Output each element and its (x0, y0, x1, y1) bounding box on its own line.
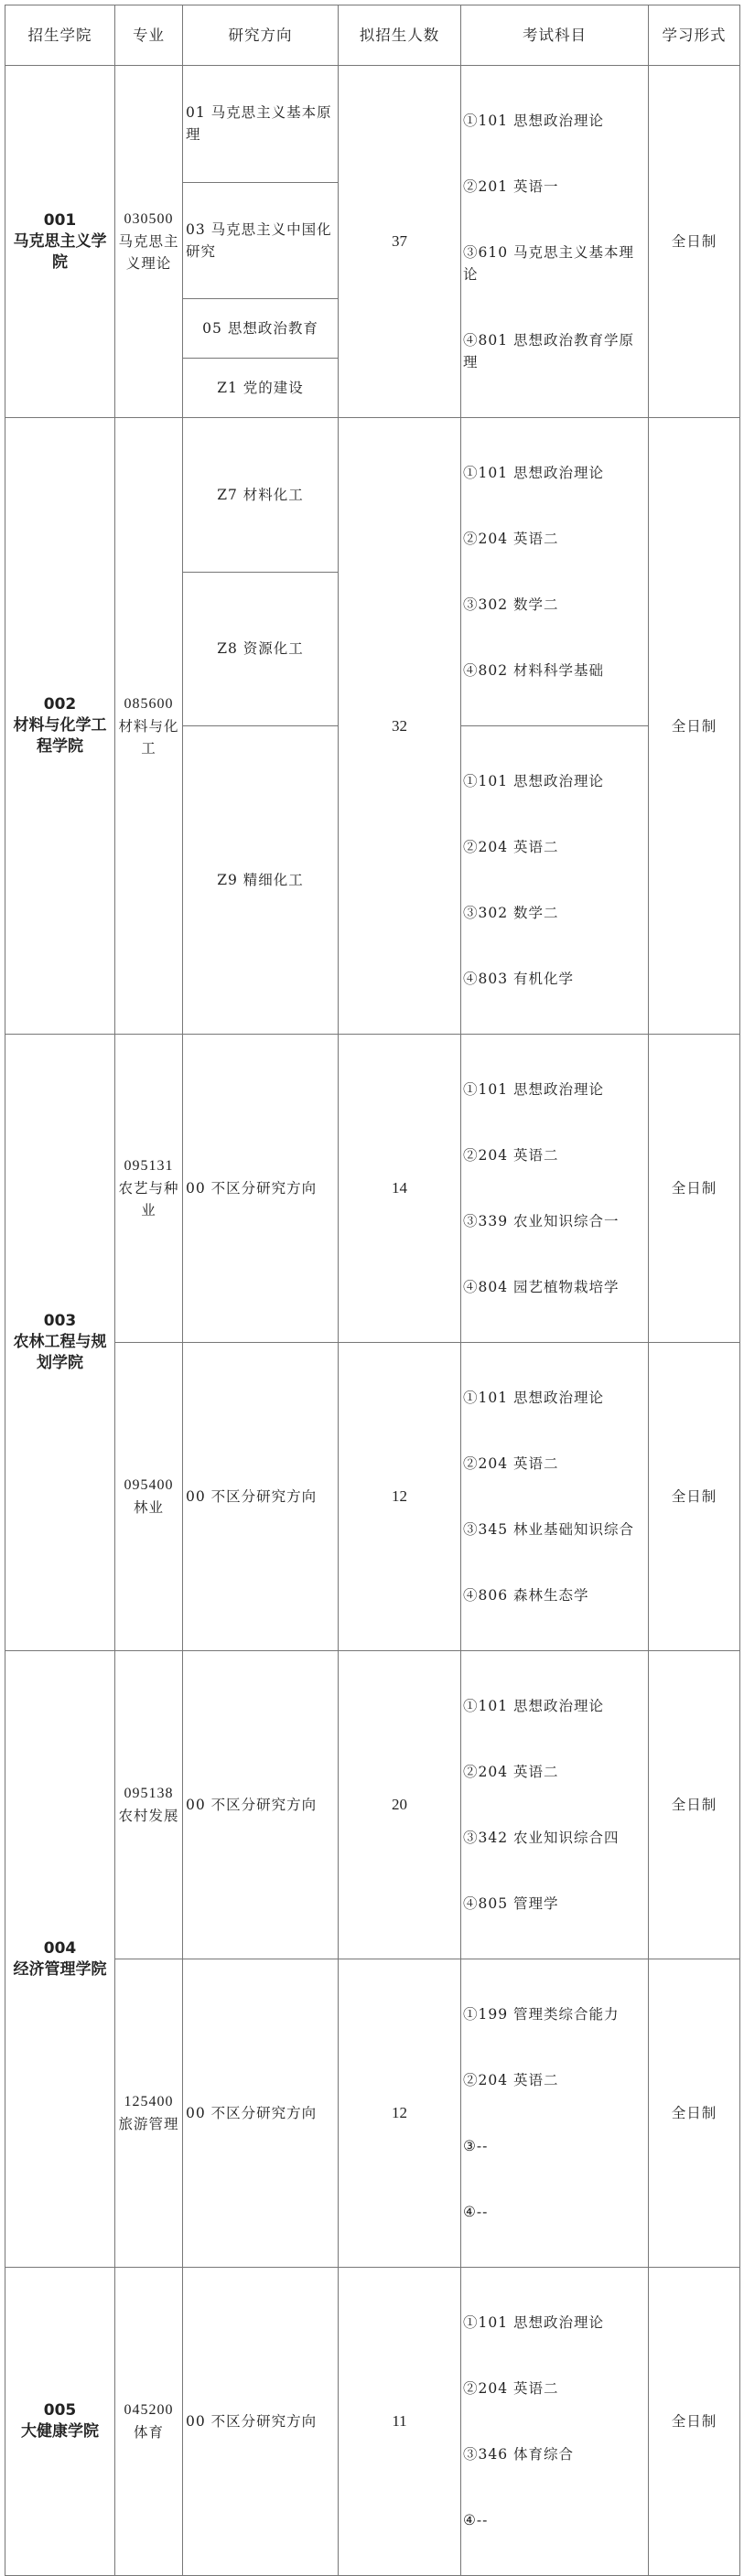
college-name: 经济管理学院 (13, 1959, 107, 1979)
direction-cell: Z9 精细化工 (183, 726, 339, 1035)
subject-item: ④801 思想政治教育学原理 (463, 332, 635, 370)
table-row (5, 1651, 740, 1959)
subjects-cell (461, 1035, 649, 1343)
enrollment-cell: 12 (339, 1343, 461, 1651)
enrollment-cell: 14 (339, 1035, 461, 1343)
college-code: 002 (43, 695, 77, 714)
header-college: 招生学院 (5, 5, 115, 66)
subject-item: ①101 思想政治理论 (463, 113, 605, 129)
college-code: 003 (43, 1312, 77, 1330)
study-mode-cell: 全日制 (649, 1035, 740, 1343)
major-code: 125400 (124, 2094, 174, 2109)
major-name: 体育 (133, 2424, 164, 2441)
subject-item: ③610 马克思主义基本理论 (463, 244, 635, 283)
subjects-cell (461, 2268, 649, 2576)
study-mode-cell: 全日制 (649, 1651, 740, 1959)
subject-item: ③-- (463, 2138, 489, 2154)
table-row (5, 1343, 740, 1651)
major-cell (115, 66, 183, 418)
header-exam-subjects: 考试科目 (461, 5, 649, 66)
major-code: 095400 (124, 1477, 174, 1493)
direction-cell: 03 马克思主义中国化研究 (183, 182, 339, 299)
major-name: 马克思主义理论 (118, 233, 179, 272)
college-name: 马克思主义学院 (13, 231, 107, 272)
college-cell (5, 418, 115, 1035)
table-row (5, 1035, 740, 1343)
table-row (5, 1959, 740, 2268)
study-mode-cell: 全日制 (649, 1343, 740, 1651)
subject-item: ②201 英语一 (463, 178, 559, 195)
study-mode-cell: 全日制 (649, 2268, 740, 2576)
subject-item: ①199 管理类综合能力 (463, 2006, 620, 2023)
major-code: 095138 (124, 1786, 174, 1801)
major-code: 085600 (124, 695, 174, 712)
enrollment-cell: 32 (339, 418, 461, 1035)
enrollment-cell: 37 (339, 66, 461, 418)
direction-cell: Z7 材料化工 (183, 418, 339, 573)
subject-item: ②204 英语二 (463, 1764, 559, 1780)
college-cell (5, 2268, 115, 2576)
study-mode-cell: 全日制 (649, 418, 740, 1035)
college-code: 005 (43, 2401, 77, 2420)
subjects-cell (461, 66, 649, 418)
subject-item: ①101 思想政治理论 (463, 1081, 605, 1098)
header-direction: 研究方向 (183, 5, 339, 66)
college-code: 004 (43, 1938, 77, 1958)
direction-cell: 00 不区分研究方向 (183, 1035, 339, 1343)
major-name: 旅游管理 (118, 2116, 179, 2132)
direction-cell: 05 思想政治教育 (183, 299, 339, 359)
subject-item: ③342 农业知识综合四 (463, 1830, 620, 1846)
college-name: 大健康学院 (21, 2422, 99, 2441)
major-cell (115, 1035, 183, 1343)
major-code: 045200 (124, 2402, 174, 2418)
subject-item: ④805 管理学 (463, 1895, 559, 1912)
admissions-table-container (5, 5, 739, 2528)
major-code: 095131 (124, 1158, 174, 1174)
major-code: 030500 (124, 211, 174, 227)
study-mode-cell: 全日制 (649, 66, 740, 418)
enrollment-cell: 11 (339, 2268, 461, 2576)
subject-item: ②204 英语二 (463, 839, 559, 855)
header-enrollment: 拟招生人数 (339, 5, 461, 66)
subject-item: ④804 园艺植物栽培学 (463, 1279, 620, 1295)
major-cell (115, 2268, 183, 2576)
subject-item: ①101 思想政治理论 (463, 2314, 605, 2331)
subject-item: ②204 英语二 (463, 2380, 559, 2397)
subject-item: ②204 英语二 (463, 1147, 559, 1164)
subjects-cell (461, 418, 649, 726)
college-name: 农林工程与规划学院 (13, 1333, 107, 1372)
college-cell (5, 1035, 115, 1651)
subjects-cell (461, 1651, 649, 1959)
subject-item: ①101 思想政治理论 (463, 773, 605, 789)
direction-cell: Z1 党的建设 (183, 359, 339, 418)
major-cell (115, 1959, 183, 2268)
header-row (5, 5, 740, 66)
direction-cell: 01 马克思主义基本原理 (183, 66, 339, 183)
direction-cell: 00 不区分研究方向 (183, 1651, 339, 1959)
college-name: 材料与化学工程学院 (13, 716, 107, 756)
direction-cell: 00 不区分研究方向 (183, 1343, 339, 1651)
subject-item: ③339 农业知识综合一 (463, 1213, 620, 1229)
subject-item: ②204 英语二 (463, 2072, 559, 2088)
subjects-cell (461, 1959, 649, 2268)
subject-item: ④806 森林生态学 (463, 1587, 589, 1604)
direction-cell: 00 不区分研究方向 (183, 2268, 339, 2576)
study-mode-cell: 全日制 (649, 1959, 740, 2268)
direction-cell: 00 不区分研究方向 (183, 1959, 339, 2268)
major-cell (115, 1651, 183, 1959)
subjects-cell (461, 1343, 649, 1651)
subject-item: ③346 体育综合 (463, 2446, 575, 2463)
table-row (5, 418, 740, 573)
enrollment-cell: 12 (339, 1959, 461, 2268)
major-cell (115, 418, 183, 1035)
major-name: 农艺与种业 (118, 1180, 179, 1218)
subject-item: ③302 数学二 (463, 905, 559, 921)
enrollment-cell: 20 (339, 1651, 461, 1959)
subject-item: ④802 材料科学基础 (463, 662, 605, 679)
subject-item: ①101 思想政治理论 (463, 465, 605, 481)
subject-item: ④-- (463, 2512, 489, 2528)
header-major: 专业 (115, 5, 183, 66)
subject-item: ②204 英语二 (463, 531, 559, 547)
college-code: 001 (43, 210, 77, 230)
subject-item: ④803 有机化学 (463, 971, 575, 987)
college-cell (5, 1651, 115, 2268)
major-name: 材料与化工 (118, 717, 179, 757)
header-study-mode: 学习形式 (649, 5, 740, 66)
table-row (5, 2268, 740, 2576)
subject-item: ④-- (463, 2204, 489, 2220)
major-cell (115, 1343, 183, 1651)
subject-item: ③345 林业基础知识综合 (463, 1521, 635, 1538)
admissions-table (5, 5, 740, 2576)
subject-item: ①101 思想政治理论 (463, 1698, 605, 1714)
direction-cell: Z8 资源化工 (183, 572, 339, 726)
major-name: 农村发展 (118, 1808, 179, 1824)
subject-item: ①101 思想政治理论 (463, 1390, 605, 1406)
subjects-cell (461, 726, 649, 1035)
college-cell (5, 66, 115, 418)
subject-item: ③302 数学二 (463, 596, 559, 613)
table-row (5, 66, 740, 183)
subject-item: ②204 英语二 (463, 1455, 559, 1472)
major-name: 林业 (133, 1499, 164, 1516)
